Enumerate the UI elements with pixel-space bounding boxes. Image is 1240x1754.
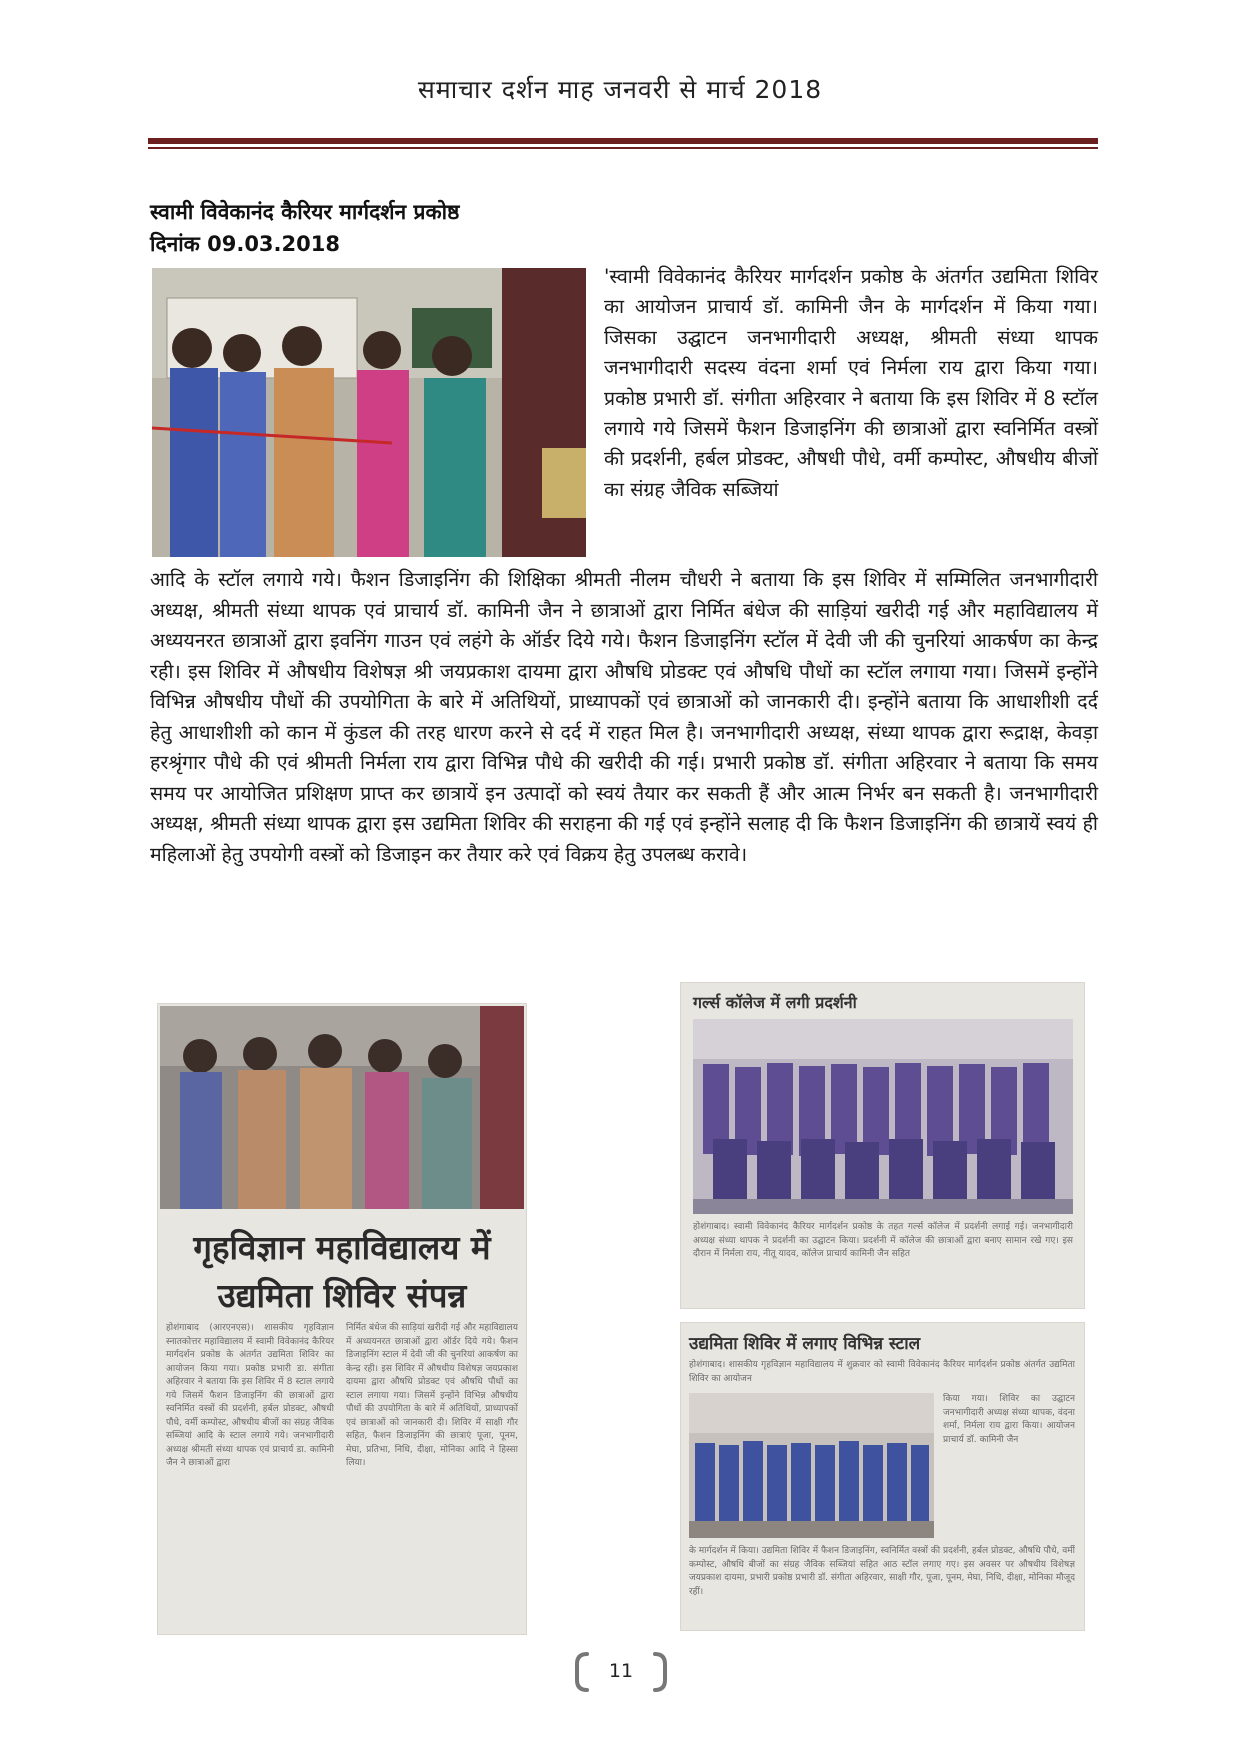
header-rule-thin [148,147,1098,149]
section-date: दिनांक 09.03.2018 [150,232,340,256]
clipping-right-top-caption: होशंगाबाद। स्वामी विवेकानंद कैरियर मार्गदर्शन प्रकोष्ठ के तहत गर्ल्स कॉलेज में प्रदर्शनी लगाई गई। जनभागीदारी अध्यक्ष संध्या थापक ने प्रदर्शनी का उद्घाटन किया। प्रदर्शनी में कॉलेज की छात्राओं द्वारा बनाए सामान रखे गए। इस दौरान में निर्मला राय, नीतू यादव, कॉलेज प्राचार्य कामिनी जैन सहित [693,1222,1073,1259]
clipping-right-bottom-body: के मार्गदर्शन में किया। उद्यमिता शिविर में फैशन डिजाइनिंग, स्वनिर्मित वस्त्रों की प्रदर्शनी, हर्बल प्रोडक्ट, औषधि पौधे, वर्मी कम्पोस्ट, औषधि बीजों का संग्रह जैविक सब्जियां सहित आठ स्टॉल लगाए गए। इस अवसर पर औषधीय विशेषज्ञ जयप्रकाश दायमा, प्रभारी प्रकोष्ठ प्रभारी डॉ. संगीता अहिरवार, साक्षी गौर, पूजा, पूनम, मेघा, निधि, दीक्षा, मोनिका मौजूद रहीं। [689,1546,1075,1597]
clipping-right-bottom-photo [689,1393,934,1538]
clipping-right-bottom-side: किया गया। शिविर का उद्घाटन जनभागीदारी अध्यक्ष संध्या थापक, वंदना शर्मा, निर्मला राय द्वारा किया। आयोजन प्राचार्य डॉ. कामिनी जैन [943,1394,1075,1445]
clipping-left-headline-line1: गृहविज्ञान महाविद्यालय में [193,1228,491,1267]
article-body-text: आदि के स्टॉल लगाये गये। फैशन डिजाइनिंग की शिक्षिका श्रीमती नीलम चौधरी ने बताया कि इस शिविर में सम्मिलित जनभागीदारी अध्यक्ष, श्रीमती संध्या थापक एवं प्राचार्य डॉ. कामिनी जैन ने छात्राओं द्वारा निर्मित बंधेज की साड़ियां खरीदी गई और महाविद्यालय में अध्ययनरत छात्राओं द्वारा इवनिंग गाउन एवं लहंगे के ऑर्डर दिये गये। फैशन डिजाइनिंग स्टॉल में देवी जी की चुनरियां आकर्षण का केन्द्र रही। इस शिविर में औषधीय विशेषज्ञ श्री जयप्रकाश दायमा द्वारा औषधि प्रोडक्ट एवं औषधि पौधों का स्टॉल लगाया गया। जिसमें इन्होंने विभिन्न औषधीय पौधों की उपयोगिता के बारे में अतिथियों, प्राध्यापकों एवं छात्राओं को जानकारी दी। इन्होंने बताया कि आधाशीशी दर्द हेतु आधाशीशी को कान में कुंडल की तरह धारण करने से दर्द में राहत मिल है। जनभागीदारी अध्यक्ष, संध्या थापक द्वारा रूद्राक्ष, केवड़ा हरश्रृंगार पौधे की एवं श्रीमती निर्मला राय द्वारा विभिन्न पौधे की खरीदी की गई। प्रभारी प्रकोष्ठ डॉ. संगीता अहिरवार ने बताया कि समय समय पर आयोजित प्रशिक्षण प्राप्त कर छात्रायें इन उत्पादों को स्वयं तैयार कर सकती हैं और आत्म निर्भर बन सकती है। जनभागीदारी अध्यक्ष, श्रीमती संध्या थापक द्वारा इस उद्यमिता शिविर की सराहना की गई एवं इन्होंने सलाह दी कि फैशन डिजाइनिंग की छात्रायें स्वयं ही महिलाओं हेतु उपयोगी वस्त्रों को डिजाइन कर तैयार करे एवं विक्रय हेतु उपलब्ध करावे। [150,568,1098,866]
page-header-title: समाचार दर्शन माह जनवरी से मार्च 2018 [417,75,823,104]
clipping-right-bottom-headline: उद्यमिता शिविर में लगाए विभिन्न स्टाल [689,1334,921,1354]
clipping-left-headline-line2: उद्यमिता शिविर संपन्न [217,1276,467,1315]
clipping-left-photo [160,1006,524,1209]
newspaper-clipping-right-bottom [680,1322,1085,1631]
clipping-left-column-2: निर्मित बंधेज की साड़ियां खरीदी गई और महाविद्यालय में अध्ययनरत छात्राओं द्वारा ऑर्डर दिये गये। फैशन डिजाइनिंग स्टाल में देवी जी की चुनरियां आकर्षण का केन्द्र रही। इस शिविर में औषधीय विशेषज्ञ जयप्रकाश दायमा द्वारा औषधि प्रोडक्ट एवं औषधि पौधों का स्टाल लगाया गया। जिसमें इन्होंने विभिन्न औषधीय पौधों की उपयोगिता के बारे में अतिथियों, प्राध्यापकों एवं छात्राओं को जानकारी दी। शिविर में साक्षी गौर सहित, फैशन डिजाइनिंग की छात्राएं पूजा, पूनम, मेघा, प्रतिभा, निधि, दीक्षा, मोनिका आदि ने हिस्सा लिया। [346,1323,518,1468]
page-number-box [573,1652,669,1692]
page-number: 11 [608,1660,634,1682]
clipping-right-top-headline: गर्ल्स कॉलेज में लगी प्रदर्शनी [693,993,857,1012]
inauguration-photo [152,268,586,557]
article-intro-text: 'स्वामी विवेकानंद कैरियर मार्गदर्शन प्रकोष्ठ के अंतर्गत उद्यमिता शिविर का आयोजन प्राचार्य डॉ. कामिनी जैन के मार्गदर्शन में किया गया। जिसका उद्घाटन जनभागीदारी अध्यक्ष, श्रीमती संध्या थापक जनभागीदारी सदस्य वंदना शर्मा एवं निर्मला राय द्वारा किया गया। प्रकोष्ठ प्रभारी डॉ. संगीता अहिरवार ने बताया कि इस शिविर में 8 स्टॉल लगाये गये जिसमें फैशन डिजाइनिंग की छात्राओं द्वारा स्वनिर्मित वस्त्रों की प्रदर्शनी, हर्बल प्रोडक्ट, औषधी पौधे, वर्मी कम्पोस्ट, औषधीय बीजों का संग्रह जैविक सब्जियां [604,265,1098,501]
header-rule-thick [148,138,1098,144]
clipping-left-column-1: होशंगाबाद (आरएनएस)। शासकीय गृहविज्ञान स्नातकोत्तर महाविद्यालय में स्वामी विवेकानंद कैरियर मार्गदर्शन प्रकोष्ठ के अंतर्गत उद्यमिता शिविर का आयोजन किया गया। प्रकोष्ठ प्रभारी डा. संगीता अहिरवार ने बताया कि इस शिविर में 8 स्टाल लगाये गये जिसमें फैशन डिजाइनिंग की छात्राओं द्वारा स्वनिर्मित वस्त्रों की प्रदर्शनी, हर्बल प्रोडक्ट, औषधी पौधे, वर्मी कम्पोस्ट, औषधीय बीजों का संग्रह जैविक सब्जियां आदि के स्टाल लगाये गये। जनभागीदारी अध्यक्ष श्रीमती संध्या थापक एवं प्राचार्य डा. कामिनी जैन ने छात्राओं द्वारा [166,1323,334,1468]
newspaper-clipping-right-top [680,982,1085,1309]
newspaper-clipping-left [157,1003,527,1635]
clipping-right-bottom-lead: होशंगाबाद। शासकीय गृहविज्ञान महाविद्यालय में शुक्रवार को स्वामी विवेकानंद कैरियर मार्गदर्शन प्रकोष्ठ अंतर्गत उद्यमिता शिविर का आयोजन [689,1360,1075,1384]
section-title: स्वामी विवेकानंद कैरियर मार्गदर्शन प्रकोष्ठ [150,200,460,224]
clipping-right-top-photo [693,1019,1073,1214]
